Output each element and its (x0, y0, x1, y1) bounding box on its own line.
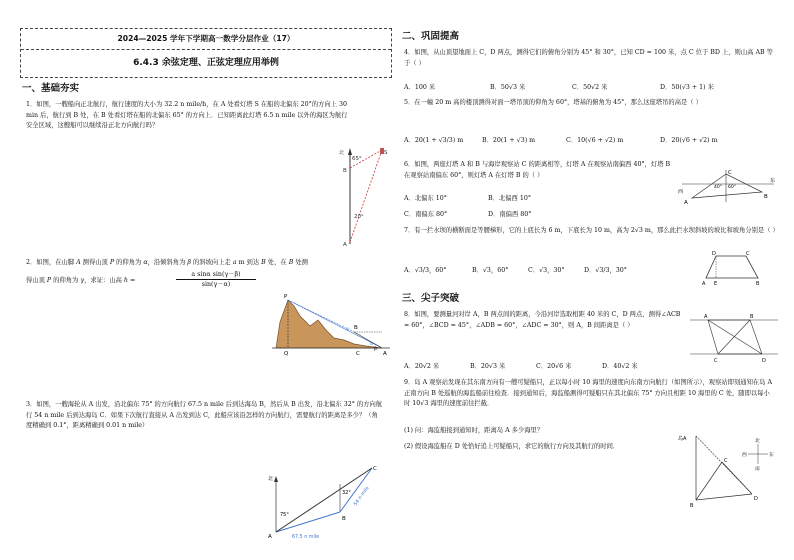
section-basic: 一、基础夯实 (22, 83, 80, 94)
fig8-label-d: D (762, 358, 766, 364)
question-1: 1．如图，一艘船向正北航行，航行速度的大小为 32.2 n mile/h，在 A 处看灯塔 S 在船的北偏东 20°的方向上 30 min 后，航行到 B 处，在 B 处看灯塔在船的北偏东 65° 的方向上．已知距离此灯塔 6.5 n mile 以外的海区为航行安全区域，这艘船可以继续沿正北方向航行吗？ (26, 101, 348, 130)
fig3-angle-32: 32° (342, 490, 351, 496)
q6-option-a: A．北偏东 10° (404, 195, 447, 202)
figure-river-measure (688, 310, 780, 364)
question-9: 9．岛 A 观察站发现在其东南方向有一艘可疑船只，正以每小时 10 海里的速度向东南方向航行（如图所示），观察站即刻通知在岛 A 正南方向 B 处巡航的海监船前往检查．接到通知后，海监船测得可疑船只在其北偏东 75° 方向且相距 10 海里的 C 处，随即以每小时 10√3 海里的速度前往拦截． (404, 379, 773, 408)
fig9-label-c: C (724, 458, 728, 464)
fig7-label-e: E (714, 281, 718, 286)
question-7: 7．有一拦水坝的横断面是等腰梯形，它的上底长为 6 m，下底长为 10 m，高为 2√3 m，那么此拦水坝斜坡的坡比和坡角分别是（ ） (404, 227, 779, 234)
q5-option-b: B．20(1 + √3) m (482, 137, 536, 144)
fig2-label-c: C (356, 351, 360, 356)
figure-patrol-intercept (676, 430, 780, 508)
fig2-label-q: Q (284, 351, 289, 356)
q6-option-b: B．北偏西 10° (488, 195, 531, 202)
fig7-label-b: B (756, 281, 760, 286)
fig6-angle-60: 60° (728, 185, 736, 190)
fig6-east: 东 (770, 178, 776, 184)
section-consolidate: 二、巩固提高 (402, 31, 460, 42)
question-5: 5．在一幢 20 m 高的楼顶测得对面一塔吊顶的仰角为 60°，塔基的俯角为 45°，那么这座塔吊的高是（ ） (404, 99, 702, 106)
fig2-label-b: B (354, 325, 358, 331)
fig2-label-p: P (284, 294, 288, 300)
q5-option-c: C．10(√6 + √2) m (566, 137, 624, 144)
fig9-east: 东 (769, 453, 774, 458)
q4-option-b: B．50√3 米 (490, 84, 526, 91)
fig9-north: 北 (755, 439, 760, 444)
question-9-part-2: (2) 假设海监船在 D 处恰好追上可疑船只，求它的航行方向及其航行的时间． (404, 443, 620, 450)
fig2-beta: β (374, 347, 377, 352)
fig9-label-d: D (754, 496, 758, 502)
fig2-alpha: α (370, 342, 373, 347)
fig3-label-b: B (342, 516, 346, 522)
fig7-label-c: C (746, 251, 750, 257)
fig9-label-b: B (690, 503, 694, 508)
fig3-distance-bc: 54 n mile (353, 485, 371, 508)
question-2-line2: 得山顶 P 的仰角为 γ，求证：山高 h = (26, 277, 136, 284)
fig7-label-a: A (702, 281, 706, 286)
section-advanced: 三、尖子突破 (402, 293, 460, 304)
fig1-label-a: A (343, 242, 347, 248)
fig3-angle-75: 75° (280, 512, 289, 518)
fig1-angle-65: 65° (352, 156, 362, 162)
question-2: 2．如图，在山脚 A 测得山顶 P 的仰角为 α，沿倾斜角为 β 的斜坡向上走 a m 到达 B 处，在 B 处测 (26, 259, 308, 266)
q4-option-a: A．100 米 (404, 84, 436, 91)
figure-sea-route (260, 462, 392, 540)
figure-dam-trapezoid (702, 250, 762, 286)
fig6-label-c: C (728, 170, 732, 176)
fig3-distance-ab: 67.5 n mile (292, 535, 320, 540)
q6-option-d: D．南偏西 80° (488, 211, 532, 218)
figure-lighthouse-ship (326, 146, 392, 250)
fig6-label-a: A (684, 200, 688, 206)
fig6-label-b: B (764, 194, 768, 200)
lesson-title: 6.4.3 余弦定理、正弦定理应用举例 (133, 58, 279, 68)
q4-option-c: C．50√2 米 (572, 84, 608, 91)
question-6: 6．如图，两座灯塔 A 和 B 与海岸观察站 C 的距离相等，灯塔 A 在观察站南偏西 40°，灯塔 B 在观察站南偏东 60°，则灯塔 A 在灯塔 B 的（ ） (404, 161, 671, 179)
fig6-west: 西 (678, 189, 684, 195)
fig8-label-b: B (750, 314, 754, 320)
figure-mountain-slope (270, 292, 392, 356)
fig1-angle-20: 20° (354, 214, 364, 220)
q4-option-d: D．50(√3 + 1) 米 (660, 84, 714, 91)
q6-option-c: C．南偏东 80° (404, 211, 448, 218)
q7-option-b: B．√3，60° (472, 267, 509, 274)
fig3-label-c: C (373, 466, 377, 472)
q7-option-c: C．√3，30° (528, 267, 565, 274)
fig3-label-a: A (268, 534, 272, 540)
q2-formula (176, 270, 256, 289)
header-divider (21, 49, 391, 50)
worksheet-title: 2024—2025 学年下学期高一数学分层作业（17） (117, 34, 295, 43)
header-box (20, 28, 392, 78)
fig8-label-a: A (704, 314, 708, 320)
figure-lighthouses (678, 166, 778, 206)
fig9-island: 岛A (678, 436, 687, 442)
q8-option-a: A．20√2 米 (404, 363, 440, 370)
q7-option-a: A．√3/3，60° (404, 267, 447, 274)
fig1-label-b: B (343, 168, 347, 174)
question-8: 8．如图，要测量河对岸 A，B 两点间的距离，今沿河岸选取相距 40 米的 C，D 两点，测得∠ACB = 60°，∠BCD = 45°，∠ADB = 60°，∠ADC = 30°，则 A，B 间距离是（ ） (404, 311, 681, 329)
fig9-south: 南 (755, 467, 760, 472)
q8-option-b: B．20√3 米 (470, 363, 506, 370)
fig3-north: 北 (268, 476, 274, 482)
fig7-label-d: D (712, 251, 716, 257)
question-4: 4．如图，从山顶望地面上 C，D 两点，测得它们的俯角分别为 45° 和 30°，已知 CD = 100 米，点 C 位于 BD 上，则山高 AB 等于（ ） (404, 49, 773, 67)
fig2-label-a: A (383, 351, 387, 356)
q2-formula-denominator: sin(γ－α) (201, 281, 231, 288)
question-3: 3．如图，一艘海轮从 A 出发，沿北偏东 75° 的方向航行 67.5 n mile 后到达海岛 B，然后从 B 出发，沿北偏东 32° 的方向航行 54 n mile 后到达海岛 C．如果下次航行直接从 A 出发到达 C，此船应该沿怎样的方向航行，需要航行的距离是多少？（角度精确到 0.1°，距离精确到 0.01 n mile） (26, 401, 383, 430)
q2-formula-numerator: a sinα sin(γ－β) (176, 270, 256, 280)
q7-option-d: D．√3/3，30° (584, 267, 627, 274)
fig6-angle-40: 40° (714, 185, 722, 190)
q8-option-d: D．40√2 米 (602, 363, 638, 370)
q5-option-a: A．20(1 + √3/3) m (404, 137, 464, 144)
fig8-label-c: C (714, 358, 718, 364)
fig9-west: 西 (742, 453, 747, 458)
q8-option-c: C．20√6 米 (536, 363, 572, 370)
fig2-gamma: γ (346, 327, 349, 332)
fig1-label-s: S (384, 150, 388, 156)
question-9-part-1: (1) 问：海监船接到通知时，距离岛 A 多少海里？ (404, 427, 544, 434)
fig1-north: 北 (339, 150, 345, 156)
q5-option-d: D．20(√6 + √2) m (660, 137, 718, 144)
